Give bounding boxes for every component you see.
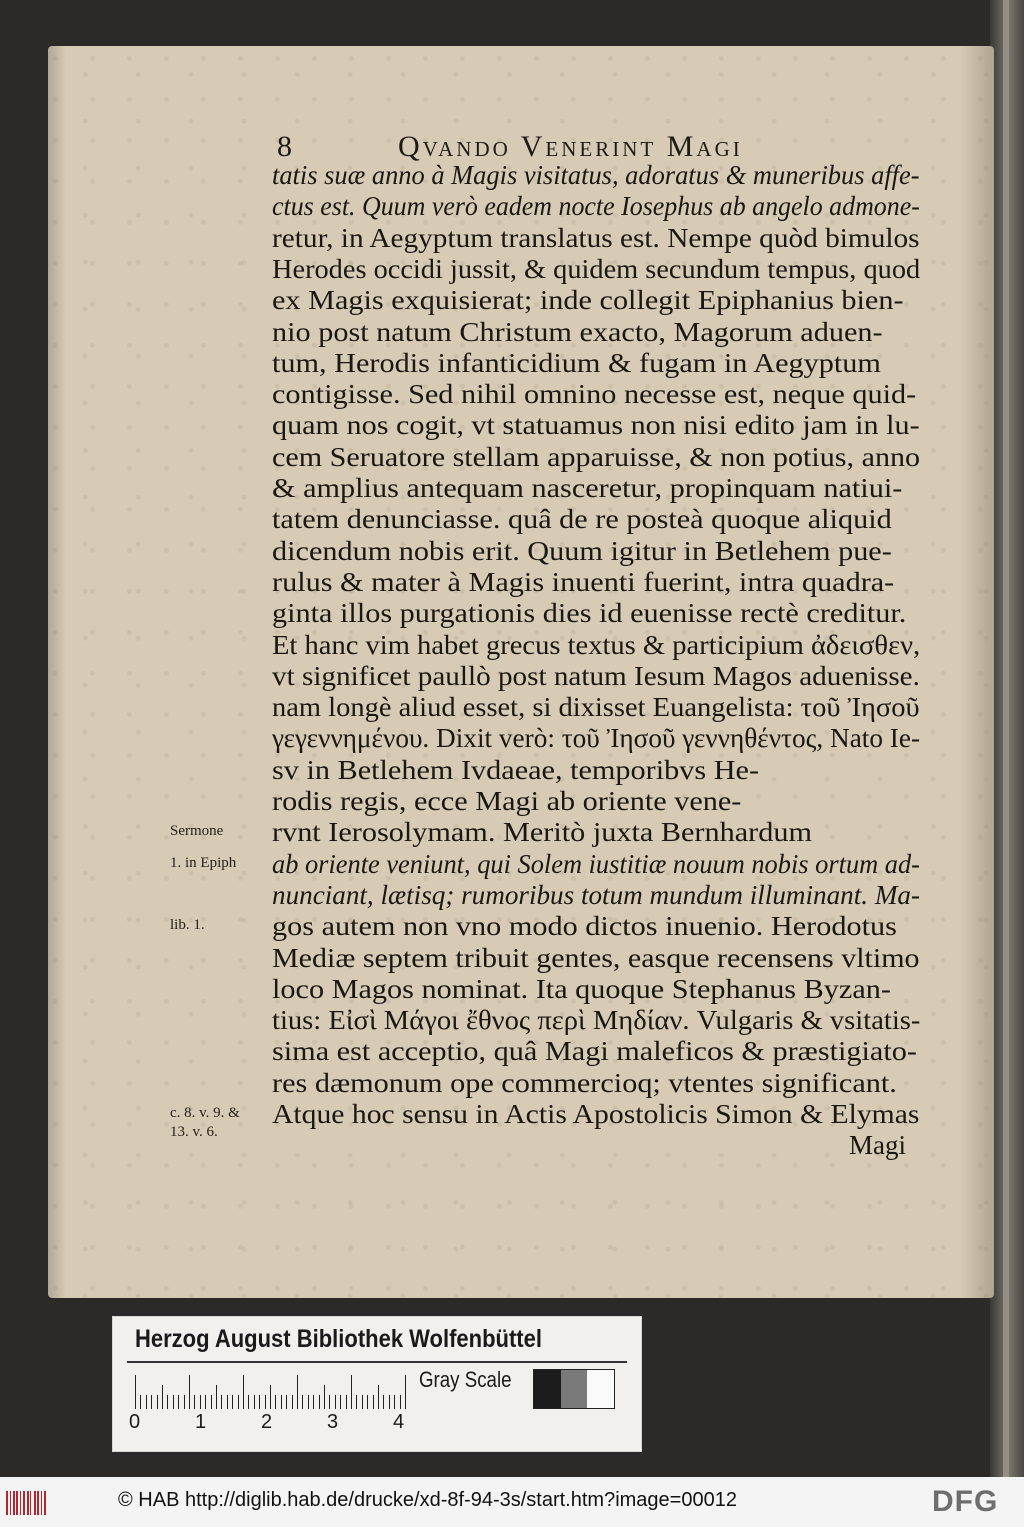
text-line: γεγεννημένου. Dixit verò: τοῦ Ἰησοῦ γεννηθέντος, Nato Ie- [272, 723, 921, 754]
text-line: tatem denunciasse. quâ de re posteà quoque aliquid [272, 504, 892, 535]
ruler-number: 4 [393, 1411, 405, 1433]
ruler-tick [232, 1395, 233, 1409]
dfg-logo[interactable]: DFG [932, 1485, 999, 1518]
text-line: nio post natum Christum exacto, Magorum aduen- [272, 316, 883, 347]
margin-note: 1. in Epiph [170, 854, 237, 871]
ruler-tick [340, 1395, 341, 1409]
ruler-tick [167, 1395, 168, 1409]
ruler-tick [259, 1395, 260, 1409]
text-line: vt significet paullò post natum Iesum Magos aduenisse. [272, 660, 920, 691]
ruler-tick [356, 1395, 357, 1409]
ruler-number: 1 [195, 1411, 207, 1433]
text-line: loco Magos nominat. Ita quoque Stephanus Byzan- [272, 973, 891, 1004]
barcode-bar [10, 1491, 11, 1515]
catchword: Magi [849, 1130, 906, 1160]
card-divider [127, 1361, 627, 1363]
ruler-number: 2 [261, 1411, 273, 1433]
barcode-bar [37, 1491, 39, 1515]
ruler-tick [329, 1395, 330, 1409]
text-line: rodis regis, ecce Magi ab oriente vene- [272, 786, 742, 816]
ruler-tick [173, 1395, 174, 1409]
ruler-tick [211, 1395, 212, 1409]
ruler-tick [243, 1375, 244, 1409]
ruler-tick [194, 1395, 195, 1409]
ruler-number: 3 [327, 1411, 339, 1433]
text-line: cem Seruatore stellam apparuisse, & non potius, anno [272, 441, 921, 472]
ruler-tick [200, 1395, 201, 1409]
barcode-bar [30, 1491, 31, 1515]
text-line: Et hanc vim habet grecus textus & participium ἀδεισθεν, [272, 629, 921, 660]
centimeter-ruler [135, 1373, 411, 1409]
text-line: nam longè aliud esset, si dixisset Euangelista: τοῦ Ἰησοῦ [272, 692, 920, 723]
text-line: ab oriente veniunt, qui Solem iustitiæ nouum nobis ortum ad- [272, 848, 920, 879]
text-line: quam nos cogit, vt statuamus non nisi edito jam in lu- [272, 410, 920, 441]
ruler-tick [351, 1375, 352, 1409]
ruler-tick [248, 1395, 249, 1409]
hab-barcode-logo-icon[interactable] [6, 1491, 46, 1515]
barcode-bar [13, 1491, 15, 1515]
ruler-tick [265, 1395, 266, 1409]
ruler-tick [140, 1395, 141, 1409]
ruler-tick [184, 1395, 185, 1409]
ruler-tick [335, 1395, 336, 1409]
barcode-bar [44, 1491, 46, 1515]
ruler-tick [297, 1375, 298, 1409]
ruler-tick [362, 1395, 363, 1409]
gray-scale-label: Gray Scale [419, 1367, 512, 1392]
ruler-tick [367, 1395, 368, 1409]
barcode-bar [16, 1491, 18, 1515]
book-page-stack [1003, 0, 1009, 1477]
ruler-tick [383, 1395, 384, 1409]
running-head: Qvando Venerint Magi [398, 130, 743, 163]
ruler-tick [378, 1385, 379, 1409]
text-line: gos autem non vno modo dictos inuenio. Herodotus [272, 911, 897, 942]
text-line: tum, Herodis infanticidium & fugam in Aegyptum [272, 347, 881, 378]
ruler-tick [157, 1395, 158, 1409]
text-line: rulus & mater à Magis inuenti fuerint, intra quadra- [272, 566, 895, 597]
ruler-tick [151, 1395, 152, 1409]
text-line: & amplius antequam nasceretur, propinquam natiui- [272, 473, 903, 503]
ruler-tick [275, 1395, 276, 1409]
ruler-tick [270, 1385, 271, 1409]
ruler-tick [189, 1375, 190, 1409]
ruler-tick [319, 1395, 320, 1409]
ruler-tick [292, 1395, 293, 1409]
ruler-tick [216, 1385, 217, 1409]
ruler-tick [238, 1395, 239, 1409]
margin-note: 13. v. 6. [170, 1123, 218, 1140]
ruler-tick [346, 1395, 347, 1409]
footer-bar [0, 1477, 1024, 1527]
text-line: ex Magis exquisierat; inde collegit Epiphanius bien- [272, 285, 904, 316]
color-calibration-card [112, 1316, 642, 1452]
text-line: ginta illos purgationis dies id euenisse rectè creditur. [272, 598, 907, 629]
text-line: Herodes occidi jussit, & quidem secundum tempus, quod [272, 253, 921, 284]
text-line: contigisse. Sed nihil omnino necesse est, neque quid- [272, 379, 917, 410]
barcode-bar [34, 1491, 36, 1515]
ruler-tick [162, 1385, 163, 1409]
page-edge-shading [960, 46, 994, 1298]
text-line: tatis suæ anno à Magis visitatus, adoratus & muneribus affe- [272, 160, 920, 190]
text-line: dicendum nobis erit. Quum igitur in Betlehem pue- [272, 535, 892, 566]
ruler-tick [281, 1395, 282, 1409]
gray-swatch [534, 1370, 561, 1408]
copyright-link[interactable]: © HAB http://diglib.hab.de/drucke/xd-8f-94-3s/start.htm?image=00012 [118, 1489, 737, 1511]
ruler-tick [389, 1395, 390, 1409]
ruler-tick [254, 1395, 255, 1409]
barcode-bar [27, 1491, 29, 1515]
text-line: tius: Εἰσὶ Μάγοι ἔθνος περὶ Μηδίαν. Vulgaris & vsitatis- [272, 1005, 921, 1036]
ruler-tick [394, 1395, 395, 1409]
ruler-tick [221, 1395, 222, 1409]
ruler-tick [405, 1375, 406, 1409]
text-line: nunciant, lætisq; rumoribus totum mundum illuminant. Ma- [272, 879, 921, 910]
margin-note: lib. 1. [170, 917, 205, 934]
ruler-tick [146, 1395, 147, 1409]
barcode-bar [23, 1491, 25, 1515]
text-line: sv in Betlehem Ivdaeae, temporibvs He- [272, 754, 760, 785]
ruler-tick [178, 1395, 179, 1409]
text-line: Mediæ septem tribuit gentes, easque recensens vltimo [272, 942, 920, 973]
ruler-tick [308, 1395, 309, 1409]
text-line: sima est acceptio, quâ Magi maleficos & præstigiato- [272, 1036, 917, 1067]
page-gutter-shadow [48, 46, 66, 1298]
gray-swatch [587, 1370, 614, 1408]
ruler-tick [286, 1395, 287, 1409]
gray-scale-swatches [533, 1369, 615, 1409]
ruler-number: 0 [129, 1411, 141, 1433]
ruler-tick [313, 1395, 314, 1409]
text-line: retur, in Aegyptum translatus est. Nempe quòd bimulos [272, 222, 920, 253]
ruler-tick [373, 1395, 374, 1409]
barcode-bar [41, 1491, 42, 1515]
library-name: Herzog August Bibliothek Wolfenbüttel [135, 1325, 542, 1353]
ruler-tick [135, 1375, 136, 1409]
margin-note: c. 8. v. 9. & [170, 1105, 240, 1121]
gray-swatch [561, 1370, 588, 1408]
barcode-bar [6, 1491, 8, 1515]
ruler-tick [400, 1395, 401, 1409]
barcode-bar [20, 1491, 21, 1515]
page-number: 8 [277, 130, 294, 163]
ruler-tick [205, 1395, 206, 1409]
margin-note: Sermone [170, 823, 224, 840]
text-line: Atque hoc sensu in Actis Apostolicis Simon & Elymas [272, 1099, 920, 1129]
text-line: rvnt Ierosolymam. Meritò juxta Bernhardum [272, 817, 812, 848]
text-line: res dæmonum ope commercioq; vtentes significant. [272, 1067, 897, 1098]
ruler-tick [227, 1395, 228, 1409]
text-line: ctus est. Quum verò eadem nocte Iosephus ab angelo admone- [272, 191, 920, 222]
ruler-tick [302, 1395, 303, 1409]
ruler-tick [324, 1385, 325, 1409]
